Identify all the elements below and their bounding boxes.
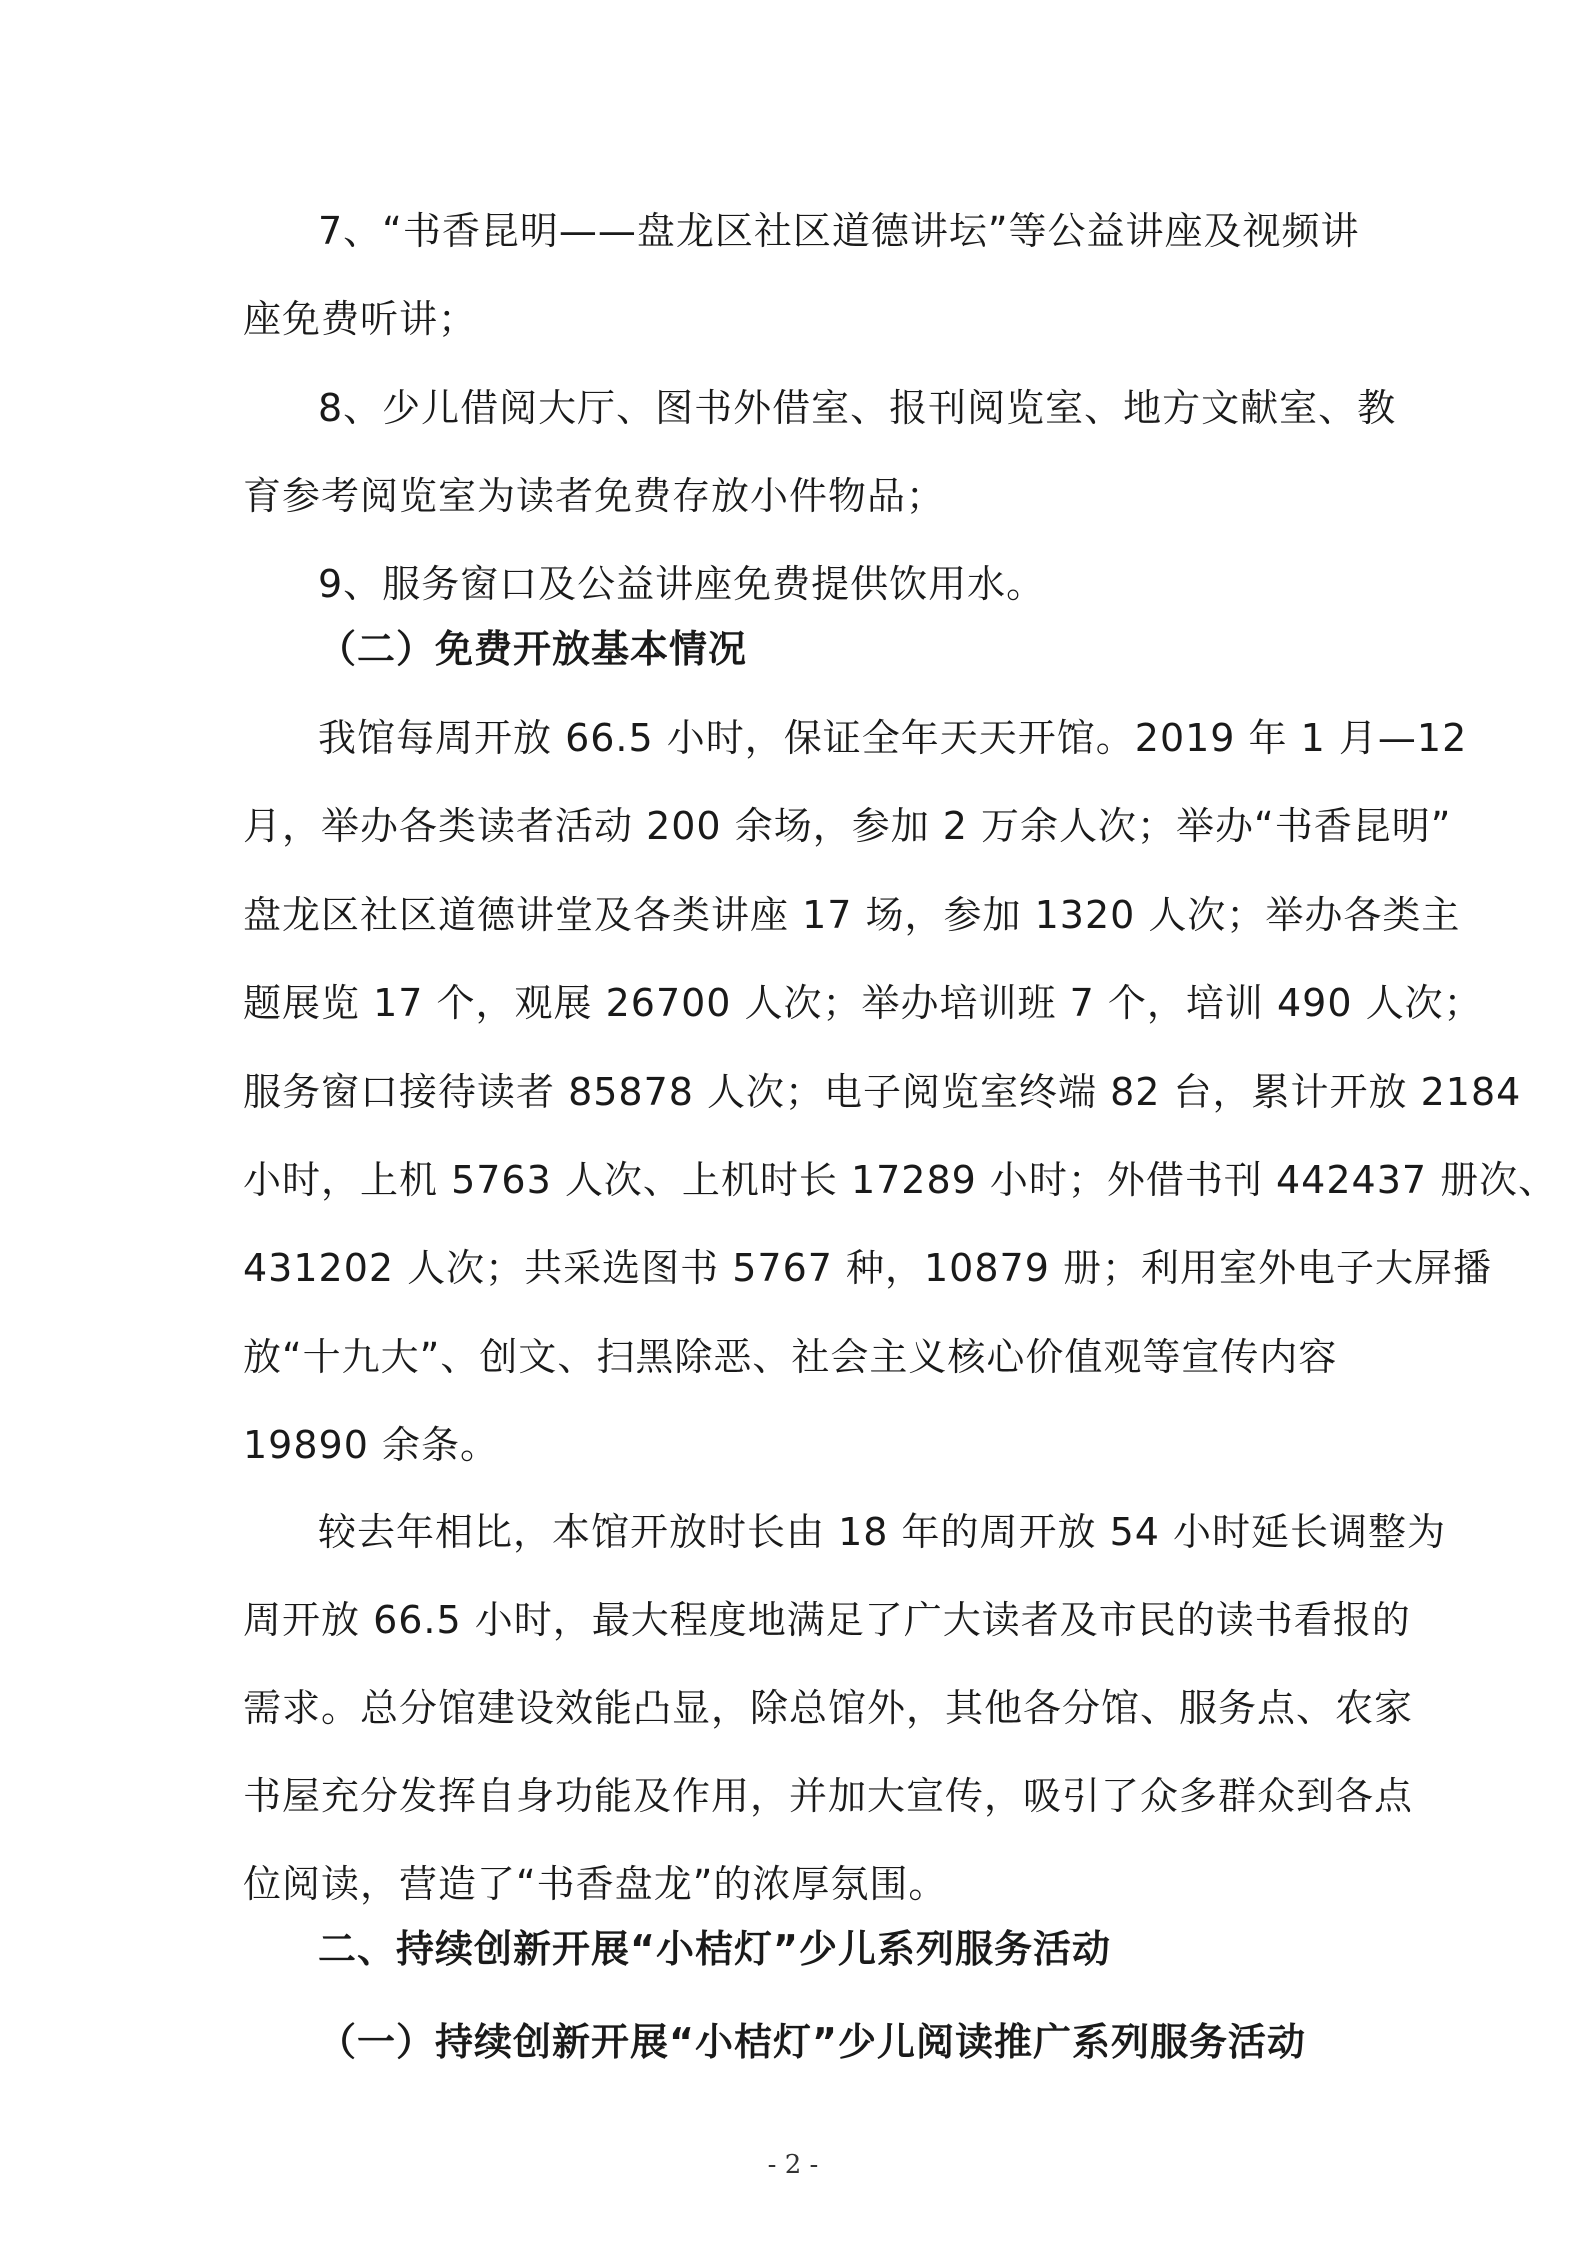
section-heading-xiaojudeng: 二、持续创新开展“小桔灯”少儿系列服务活动 <box>318 1927 1111 1971</box>
subsection-heading-xiaojudeng-reading: （一）持续创新开展“小桔灯”少儿阅读推广系列服务活动 <box>318 2020 1306 2064</box>
list-item-9: 9、服务窗口及公益讲座免费提供饮用水。 <box>318 562 1046 606</box>
paragraph-1-line-4: 题展览 17 个，观展 26700 人次；举办培训班 7 个，培训 490 人次； <box>243 981 1483 1025</box>
list-item-8-line-1: 8、少儿借阅大厅、图书外借室、报刊阅览室、地方文献室、教 <box>318 386 1397 430</box>
paragraph-2-line-4: 书屋充分发挥自身功能及作用，并加大宣传，吸引了众多群众到各点 <box>243 1774 1414 1818</box>
paragraph-1-line-9: 19890 余条。 <box>243 1423 499 1467</box>
paragraph-1-line-6: 小时，上机 5763 人次、上机时长 17289 小时；外借书刊 442437 册次、 <box>243 1158 1558 1202</box>
section-heading-basic-situation: （二）免费开放基本情况 <box>318 627 748 671</box>
list-item-7-line-1: 7、“书香昆明——盘龙区社区道德讲坛”等公益讲座及视频讲 <box>318 209 1360 253</box>
paragraph-2-line-2: 周开放 66.5 小时，最大程度地满足了广大读者及市民的读书看报的 <box>243 1598 1411 1642</box>
page-number: - 2 - <box>767 2150 819 2180</box>
paragraph-1-line-8: 放“十九大”、创文、扫黑除恶、社会主义核心价值观等宣传内容 <box>243 1335 1338 1379</box>
list-item-7-line-2: 座免费听讲； <box>243 297 478 341</box>
paragraph-2-line-3: 需求。总分馆建设效能凸显，除总馆外，其他各分馆、服务点、农家 <box>243 1686 1414 1730</box>
paragraph-2-line-5: 位阅读，营造了“书香盘龙”的浓厚氛围。 <box>243 1862 948 1906</box>
paragraph-1-line-7: 431202 人次；共采选图书 5767 种，10879 册；利用室外电子大屏播 <box>243 1246 1492 1290</box>
paragraph-1-line-2: 月，举办各类读者活动 200 余场，参加 2 万余人次；举办“书香昆明” <box>243 804 1452 848</box>
paragraph-2-line-1: 较去年相比，本馆开放时长由 18 年的周开放 54 小时延长调整为 <box>318 1510 1447 1554</box>
list-item-8-line-2: 育参考阅览室为读者免费存放小件物品； <box>243 474 946 518</box>
paragraph-1-line-3: 盘龙区社区道德讲堂及各类讲座 17 场，参加 1320 人次；举办各类主 <box>243 893 1461 937</box>
paragraph-1-line-5: 服务窗口接待读者 85878 人次；电子阅览室终端 82 台，累计开放 2184 <box>243 1070 1522 1114</box>
paragraph-1-line-1: 我馆每周开放 66.5 小时，保证全年天天开馆。2019 年 1 月—12 <box>318 716 1468 760</box>
